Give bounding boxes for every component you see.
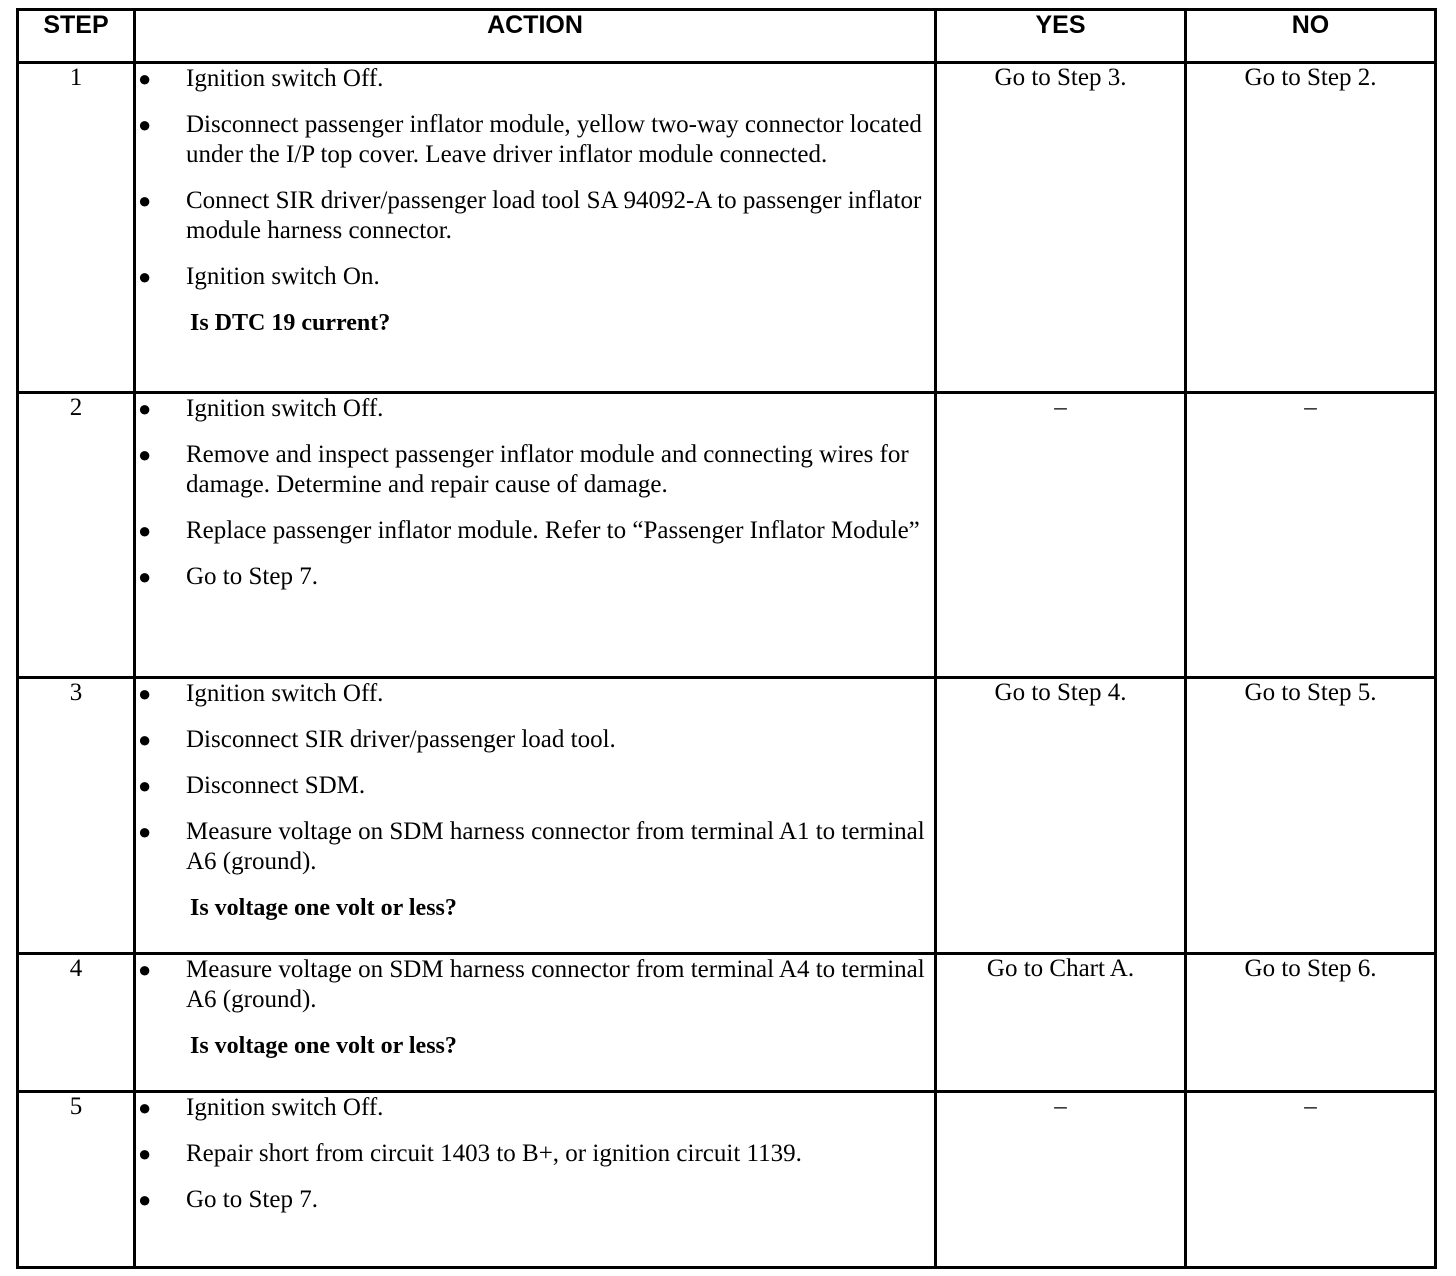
action-cell bbox=[135, 954, 936, 1092]
header-step: STEP bbox=[18, 10, 135, 63]
header-yes: YES bbox=[936, 10, 1186, 63]
table-row bbox=[18, 1092, 1436, 1268]
step-number: 2 bbox=[18, 393, 135, 678]
action-item-text: Disconnect SDM. bbox=[186, 772, 366, 799]
step-number: 4 bbox=[18, 954, 135, 1092]
action-item-text: Disconnect SIR driver/passenger load tool. bbox=[186, 726, 616, 753]
action-question: Is voltage one volt or less? bbox=[190, 1033, 457, 1059]
action-item-text: Go to Step 7. bbox=[186, 1186, 318, 1213]
bullet-icon: ● bbox=[138, 681, 152, 706]
action-item bbox=[136, 186, 934, 246]
step-number: 1 bbox=[18, 63, 135, 393]
action-item-text: Disconnect passenger inflator module, yellow two-way connector located under the I/P top cover. Leave driver inflator module connected. bbox=[186, 111, 922, 168]
bullet-icon: ● bbox=[138, 1141, 152, 1166]
no-cell: – bbox=[1186, 1092, 1436, 1268]
table-row bbox=[18, 393, 1436, 678]
action-item bbox=[136, 1093, 934, 1123]
action-item-text: Ignition switch On. bbox=[186, 263, 380, 290]
action-cell bbox=[135, 1092, 936, 1268]
step-number: 5 bbox=[18, 1092, 135, 1268]
yes-cell: Go to Step 3. bbox=[936, 63, 1186, 393]
header-action: ACTION bbox=[135, 10, 936, 63]
yes-cell: – bbox=[936, 1092, 1186, 1268]
action-item-text: Ignition switch Off. bbox=[186, 395, 384, 422]
action-item bbox=[136, 562, 934, 592]
bullet-icon: ● bbox=[138, 442, 152, 467]
header-no: NO bbox=[1186, 10, 1436, 63]
action-item-text: Ignition switch Off. bbox=[186, 1094, 384, 1121]
header-row bbox=[18, 10, 1436, 63]
bullet-icon: ● bbox=[138, 564, 152, 589]
bullet-icon: ● bbox=[138, 1095, 152, 1120]
no-cell: Go to Step 2. bbox=[1186, 63, 1436, 393]
action-cell bbox=[135, 63, 936, 393]
bullet-icon: ● bbox=[138, 957, 152, 982]
bullet-icon: ● bbox=[138, 396, 152, 421]
action-item-text: Ignition switch Off. bbox=[186, 680, 384, 707]
action-item-text: Remove and inspect passenger inflator module and connecting wires for damage. Determine and repair cause of damage. bbox=[186, 441, 909, 498]
action-item bbox=[136, 817, 934, 877]
table-row bbox=[18, 954, 1436, 1092]
action-item bbox=[136, 394, 934, 424]
action-cell bbox=[135, 393, 936, 678]
action-item bbox=[136, 64, 934, 94]
action-item-text: Measure voltage on SDM harness connector from terminal A1 to terminal A6 (ground). bbox=[186, 818, 925, 875]
action-item-text: Ignition switch Off. bbox=[186, 65, 384, 92]
no-cell: – bbox=[1186, 393, 1436, 678]
bullet-icon: ● bbox=[138, 518, 152, 543]
action-item bbox=[136, 725, 934, 755]
action-item bbox=[136, 1185, 934, 1215]
action-item bbox=[136, 440, 934, 500]
yes-cell: Go to Chart A. bbox=[936, 954, 1186, 1092]
yes-cell: Go to Step 4. bbox=[936, 678, 1186, 954]
table-row bbox=[18, 63, 1436, 393]
table-row bbox=[18, 678, 1436, 954]
action-item-text: Replace passenger inflator module. Refer to “Passenger Inflator Module” bbox=[186, 517, 920, 544]
no-cell: Go to Step 5. bbox=[1186, 678, 1436, 954]
bullet-icon: ● bbox=[138, 727, 152, 752]
action-cell bbox=[135, 678, 936, 954]
action-item-text: Go to Step 7. bbox=[186, 563, 318, 590]
bullet-icon: ● bbox=[138, 264, 152, 289]
action-item bbox=[136, 771, 934, 801]
action-item bbox=[136, 262, 934, 292]
yes-cell: – bbox=[936, 393, 1186, 678]
action-question: Is voltage one volt or less? bbox=[190, 895, 457, 921]
diagnostic-table bbox=[16, 8, 1437, 1269]
action-item bbox=[136, 110, 934, 170]
action-question: Is DTC 19 current? bbox=[190, 310, 391, 336]
step-number: 3 bbox=[18, 678, 135, 954]
action-item bbox=[136, 1139, 934, 1169]
action-item bbox=[136, 955, 934, 1015]
action-item bbox=[136, 516, 934, 546]
bullet-icon: ● bbox=[138, 1187, 152, 1212]
bullet-icon: ● bbox=[138, 773, 152, 798]
bullet-icon: ● bbox=[138, 188, 152, 213]
bullet-icon: ● bbox=[138, 819, 152, 844]
action-item-text: Measure voltage on SDM harness connector from terminal A4 to terminal A6 (ground). bbox=[186, 956, 925, 1013]
action-item bbox=[136, 679, 934, 709]
bullet-icon: ● bbox=[138, 66, 152, 91]
action-item-text: Repair short from circuit 1403 to B+, or ignition circuit 1139. bbox=[186, 1140, 802, 1167]
action-item-text: Connect SIR driver/passenger load tool SA 94092-A to passenger inflator module harness connector. bbox=[186, 187, 922, 244]
bullet-icon: ● bbox=[138, 112, 152, 137]
no-cell: Go to Step 6. bbox=[1186, 954, 1436, 1092]
